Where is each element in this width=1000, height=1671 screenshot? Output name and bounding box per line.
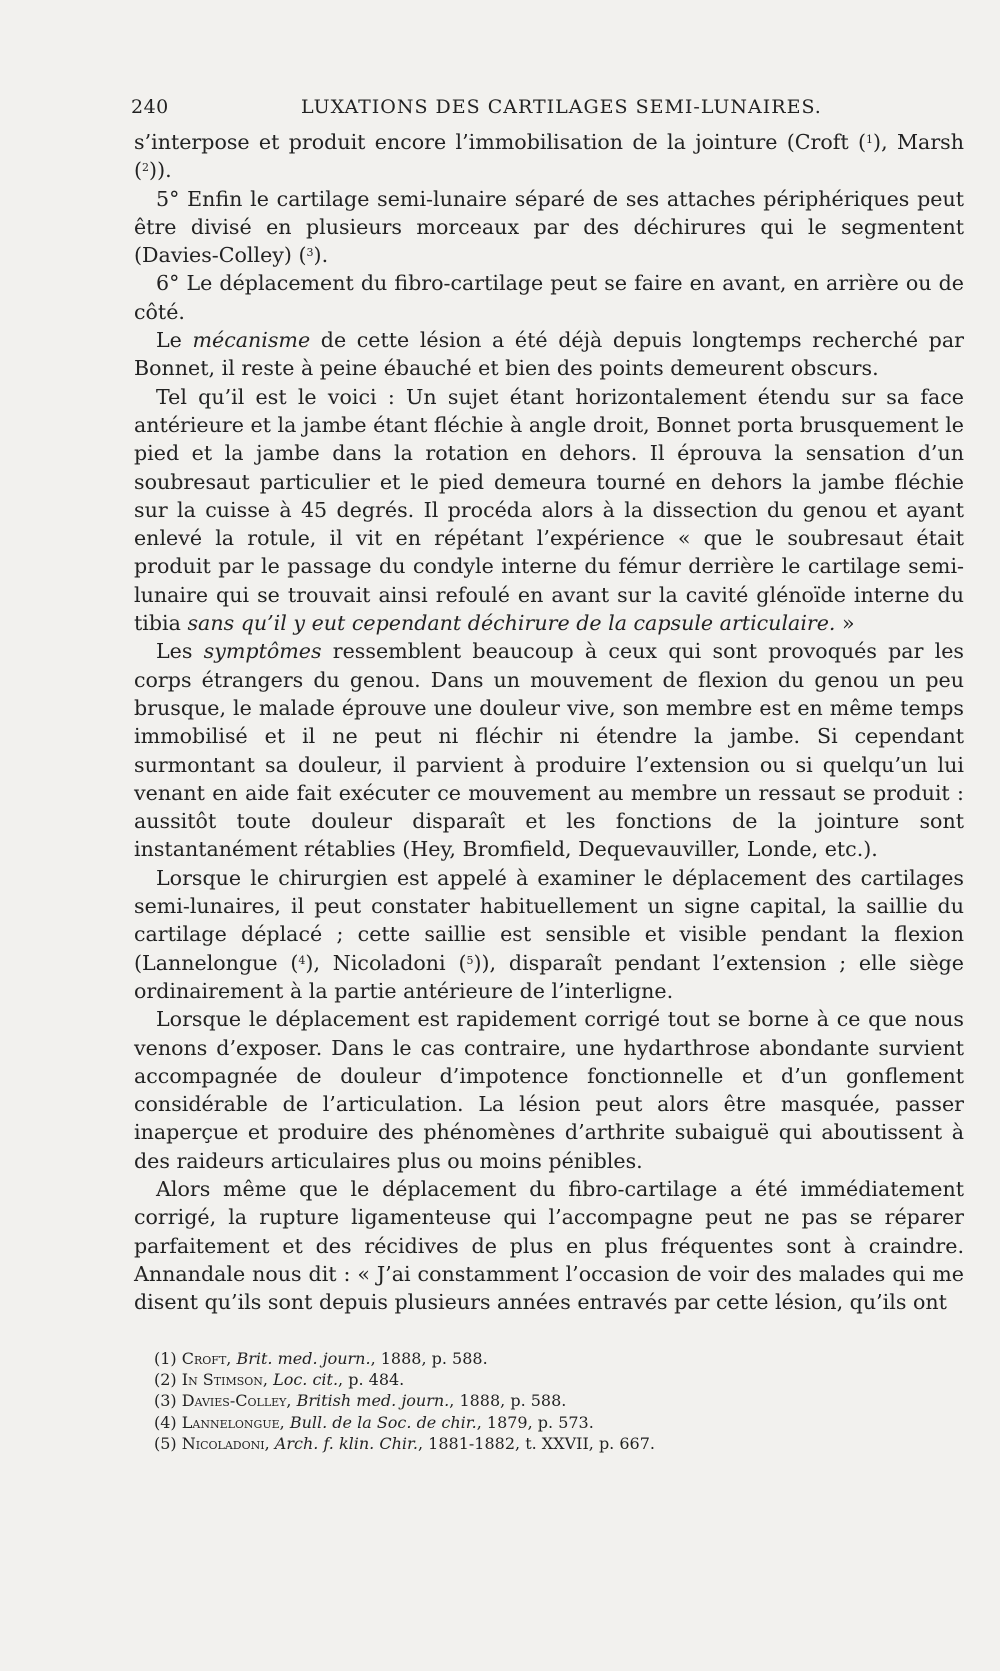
text-run: ), Marsh ( <box>134 130 964 183</box>
footnote-separator: , <box>264 1433 275 1453</box>
text-run: » <box>835 611 855 636</box>
text-run: Lorsque le déplacement est rapidement corrigé tout se borne à ce que nous venons d’exposer. Dans le cas contraire, une hydarthrose abondante survient accompagnée de douleur d’impotence fonctionnelle et d’un gonflement considérable de l’articulation. La lésion peut alors être masquée, passer inaperçue et produire des phénomènes d’arthrite subaiguë qui aboutissent à des raideurs articulaires plus ou moins pénibles. <box>134 1007 964 1173</box>
paragraph-1 <box>134 128 964 185</box>
text-run: 5° Enfin le cartilage semi-lunaire séparé de ses attaches périphériques peut être divisé en plusieurs morceaux par des déchirures qui le segmentent (Davies-Colley) ( <box>134 186 964 268</box>
text-run: Les <box>156 639 204 664</box>
paragraph-2 <box>134 185 964 270</box>
footnote-source: Loc. cit. <box>273 1370 339 1390</box>
italic-term: mécanisme <box>192 328 311 353</box>
footnote-separator: , <box>262 1370 274 1390</box>
text-run: Le <box>156 328 193 353</box>
body-text <box>134 128 964 1316</box>
page-number: 240 <box>131 96 169 118</box>
footnote-pages: , 1879, p. 573. <box>476 1412 594 1432</box>
footnote <box>154 1412 914 1433</box>
running-title: LUXATIONS DES CARTILAGES SEMI-LUNAIRES. <box>301 96 822 118</box>
text-run: ressemblent beaucoup à ceux qui sont provoqués par les corps étrangers du genou. Dans un mouvement de flexion du genou un peu brusque, le malade éprouve une douleur vive, son membre est en même temps immobilisé et il ne peut ni fléchir ni étendre la jambe. Si cependant surmontant sa douleur, il parvient à produire l’extension ou si quelqu’un lui venant en aide fait exécuter ce mouvement au membre un ressaut se produit : aussitôt toute douleur disparaît et les fonctions de la jointure sont instantanément rétablies (Hey, Bromfield, Dequevauviller, Londe, etc.). <box>134 639 964 862</box>
paragraph-5 <box>134 383 964 638</box>
paragraph-3 <box>134 269 964 326</box>
footnote-author: In Stimson <box>181 1370 263 1390</box>
text-run: s’interpose et produit encore l’immobilisation de la jointure (Croft ( <box>134 130 867 154</box>
footnote-author: Croft <box>181 1349 227 1368</box>
footnotes <box>154 1348 914 1454</box>
footnote-separator: , <box>226 1349 237 1368</box>
paragraph-4 <box>134 326 964 383</box>
footnote-author: Nicoladoni <box>181 1433 265 1453</box>
footnote-author: Lannelongue <box>181 1412 280 1432</box>
footnote-pages: , 1881-1882, t. XXVII, p. 667. <box>418 1433 655 1453</box>
footnote <box>154 1369 914 1390</box>
footnote-source: British med. journ. <box>296 1391 450 1411</box>
footnote-ref: 5 <box>466 953 474 967</box>
footnote-ref: 4 <box>298 953 306 967</box>
text-run: Alors même que le déplacement du fibro-cartilage a été immédiatement corrigé, la rupture ligamenteuse qui l’accompagne peut ne pas se réparer parfaitement et des récidives de plus en plus fréquentes sont à craindre. Annandale nous dit : « J’ai constamment l’occasion de voir des malades qui me disent qu’ils sont depuis plusieurs années entravés par cette lésion, qu’ils ont <box>134 1176 964 1315</box>
footnote-mark: (5) <box>154 1433 177 1453</box>
footnote-mark: (2) <box>154 1370 177 1390</box>
text-run: )). <box>149 158 172 183</box>
footnote-source: Bull. de la Soc. de chir. <box>289 1412 477 1432</box>
footnote-ref: 2 <box>142 161 150 175</box>
footnote-separator: , <box>279 1412 290 1432</box>
text-run: ). <box>313 243 329 268</box>
footnote <box>154 1433 914 1454</box>
footnote-source: Brit. med. journ. <box>236 1349 371 1368</box>
footnote-author: Davies-Colley <box>181 1391 287 1411</box>
italic-quote: sans qu’il y eut cependant déchirure de la capsule articulaire. <box>187 611 836 636</box>
paragraph-9 <box>134 1175 964 1316</box>
footnote-ref: 3 <box>306 246 314 260</box>
paragraph-6 <box>134 637 964 863</box>
footnote <box>154 1348 914 1369</box>
paragraph-8 <box>134 1005 964 1175</box>
footnote-pages: , p. 484. <box>338 1370 405 1390</box>
italic-term: symptômes <box>203 639 322 664</box>
text-run: ), Nicoladoni ( <box>305 950 467 975</box>
footnote-pages: , 1888, p. 588. <box>370 1349 488 1368</box>
footnote-ref: 1 <box>866 133 874 146</box>
text-run: )), disparaît pendant l’extension ; elle siège ordinairement à la partie antérieure de l’interligne. <box>134 950 964 1003</box>
text-run: Tel qu’il est le voici : Un sujet étant horizontalement étendu sur sa face antérieure et la jambe étant fléchie à angle droit, Bonnet porta brusquement le pied et la jambe dans la rotation en dehors. Il éprouva la sensation d’un soubresaut particulier et le pied demeura tourné en dehors la jambe fléchie sur la cuisse à 45 degrés. Il procéda alors à la dissection du genou et ayant enlevé la rotule, il vit en répétant l’expérience « que le soubresaut était produit par le passage du condyle interne du fémur derrière le cartilage semi-lunaire qui se trouvait ainsi refoulé en avant sur la cavité glénoïde interne du tibia <box>134 384 964 636</box>
text-run: de cette lésion a été déjà depuis longtemps recherché par Bonnet, il reste à peine ébauché et bien des points demeurent obscurs. <box>134 328 964 381</box>
footnote-mark: (4) <box>154 1412 177 1432</box>
text-run: 6° Le déplacement du fibro-cartilage peut se faire en avant, en arrière ou de côté. <box>134 271 964 324</box>
footnote-mark: (1) <box>154 1349 177 1368</box>
paragraph-7 <box>134 864 964 1005</box>
footnote-pages: , 1888, p. 588. <box>449 1391 567 1411</box>
footnote-separator: , <box>286 1391 297 1411</box>
footnote-source: Arch. f. klin. Chir. <box>274 1433 418 1453</box>
footnote <box>154 1390 914 1411</box>
text-run: Lorsque le chirurgien est appelé à examiner le déplacement des cartilages semi-lunaires, il peut constater habituellement un signe capital, la saillie du cartilage déplacé ; cette saillie est sensible et visible pendant la flexion (Lannelongue ( <box>134 865 964 975</box>
footnote-mark: (3) <box>154 1391 177 1411</box>
